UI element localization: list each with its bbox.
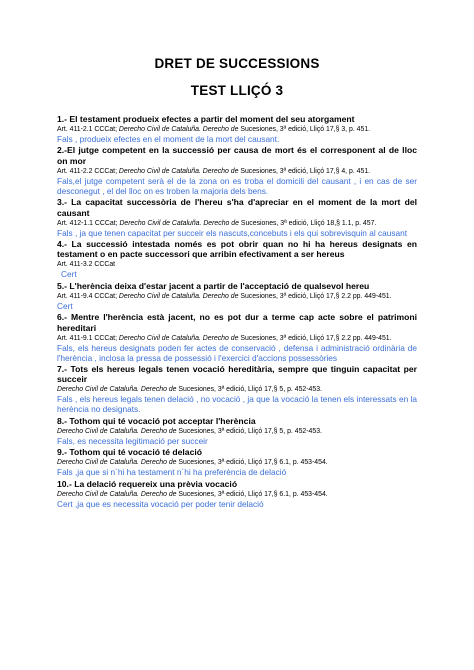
answer-text: Fals , ja que tenen capacitat per succeir els nascuts,concebuts i els qui sobrevisquin al causant <box>57 227 408 238</box>
answer-text: Fals, els hereus designats poden fer actes de conservació , defensa i administració ordinària de l'herència , inclosa la pressa de possessió i l'exercici d'accions possessòries <box>57 342 417 363</box>
question-item-1 <box>57 114 417 144</box>
question-item-7 <box>57 364 417 414</box>
reference: Art. 412-1.1 CCCat; Derecho Civil de Cataluña. Derecho de Sucesiones, 3ª edició, Lliçó 18,§ 1.1, p. 457. <box>57 219 377 227</box>
question-text: 10.- La delació requereix una prèvia vocació <box>57 478 238 489</box>
question-item-4 <box>57 239 417 279</box>
reference: Derecho Civil de Cataluña. Derecho de Sucesiones, 3ª edició, Lliçó 17,§ 6.1, p. 453-454. <box>57 459 328 467</box>
document-title: DRET DE SUCCESSIONS <box>154 56 320 71</box>
reference: Derecho Civil de Cataluña. Derecho de Sucesiones, 3ª edició, Lliçó 17,§ 6.1, p. 453-454. <box>57 490 328 498</box>
question-list <box>57 114 417 510</box>
reference: Art. 411-9.4 CCCat; Derecho Civil de Cataluña. Derecho de Sucesiones, 3ª edició, Lliçó 17,§ 2.2 pp. 449-451. <box>57 292 392 300</box>
reference: Derecho Civil de Cataluña. Derecho de Sucesiones, 3ª edició, Lliçó 17,§ 5, p. 452-453. <box>57 386 322 394</box>
question-item-2 <box>57 145 417 195</box>
question-text: 9.- Tothom qui té vocació té delació <box>57 447 203 458</box>
answer-text: Cert <box>61 269 77 280</box>
question-item-10 <box>57 479 417 509</box>
question-text: 5.- L'herència deixa d'estar jacent a partir de l'acceptació de qualsevol hereu <box>57 280 370 291</box>
question-text: 2.-El jutge competent en la successió per causa de mort és el corresponent al de lloc on mor <box>57 145 417 166</box>
answer-text: Fals,el jutge competent serà el de la zona on es troba el domicili del causant , i en cas de ser desconegut , el del lloc on es troben la majoria dels bens. <box>57 175 417 196</box>
reference: Art. 411-2.1 CCCat; Derecho Civil de Cataluña. Derecho de Sucesiones, 3ª edició, Lliçó 17,§ 3, p. 451. <box>57 125 371 133</box>
question-text: 4.- La successió intestada només es pot obrir quan no hi ha hereus designats en testament o en pacte successori que arribin efectivament a ser hereus <box>57 239 417 260</box>
reference: Derecho Civil de Cataluña. Derecho de Sucesiones, 3ª edició, Lliçó 17,§ 5, p. 452-453. <box>57 427 322 435</box>
question-item-8 <box>57 416 417 446</box>
document-subtitle: TEST LLIÇÓ 3 <box>190 83 284 98</box>
reference: Art. 411-9.1 CCCat; Derecho Civil de Cataluña. Derecho de Sucesiones, 3ª edició, Lliçó 17,§ 2.2 pp. 449-451. <box>57 334 392 342</box>
answer-text: Fals ,ja que si n´hi ha testament n´hi ha preferència de delació <box>57 467 287 478</box>
question-item-5 <box>57 281 417 311</box>
question-text: 7.- Tots els hereus legals tenen vocació hereditària, sempre que tinguin capacitat per succeir <box>57 364 417 385</box>
question-item-3 <box>57 197 417 237</box>
question-text: 3.- La capacitat successòria de l'hereu s'ha d'apreciar en el moment de la mort del causant <box>57 197 417 218</box>
reference: Art. 411-3.2 CCCat <box>57 261 116 269</box>
question-text: 8.- Tothom qui té vocació pot acceptar l'herència <box>57 415 256 426</box>
answer-text: Fals , els hereus legals tenen delació , no vocació , ja que la vocació la tenen els interessats en la herència no designats. <box>57 394 417 415</box>
answer-text: Cert <box>57 300 73 311</box>
answer-text: Cert ,ja que es necessita vocació per poder tenir delació <box>57 498 264 509</box>
reference: Art. 411-2.2 CCCat; Derecho Civil de Cataluña. Derecho de Sucesiones, 3ª edició, Lliçó 17,§ 4, p. 451. <box>57 167 371 175</box>
question-item-9 <box>57 447 417 477</box>
question-text: 1.- El testament produeix efectes a partir del moment del seu atorgament <box>57 114 355 124</box>
question-text: 6.- Mentre l'herència està jacent, no es pot dur a terme cap acte sobre el patrimoni hereditari <box>57 312 417 333</box>
question-item-6 <box>57 312 417 362</box>
answer-text: Fals , produeix efectes en el moment de la mort del causant. <box>57 133 280 144</box>
answer-text: Fals, es necessita legitimació per succeir <box>57 435 208 446</box>
